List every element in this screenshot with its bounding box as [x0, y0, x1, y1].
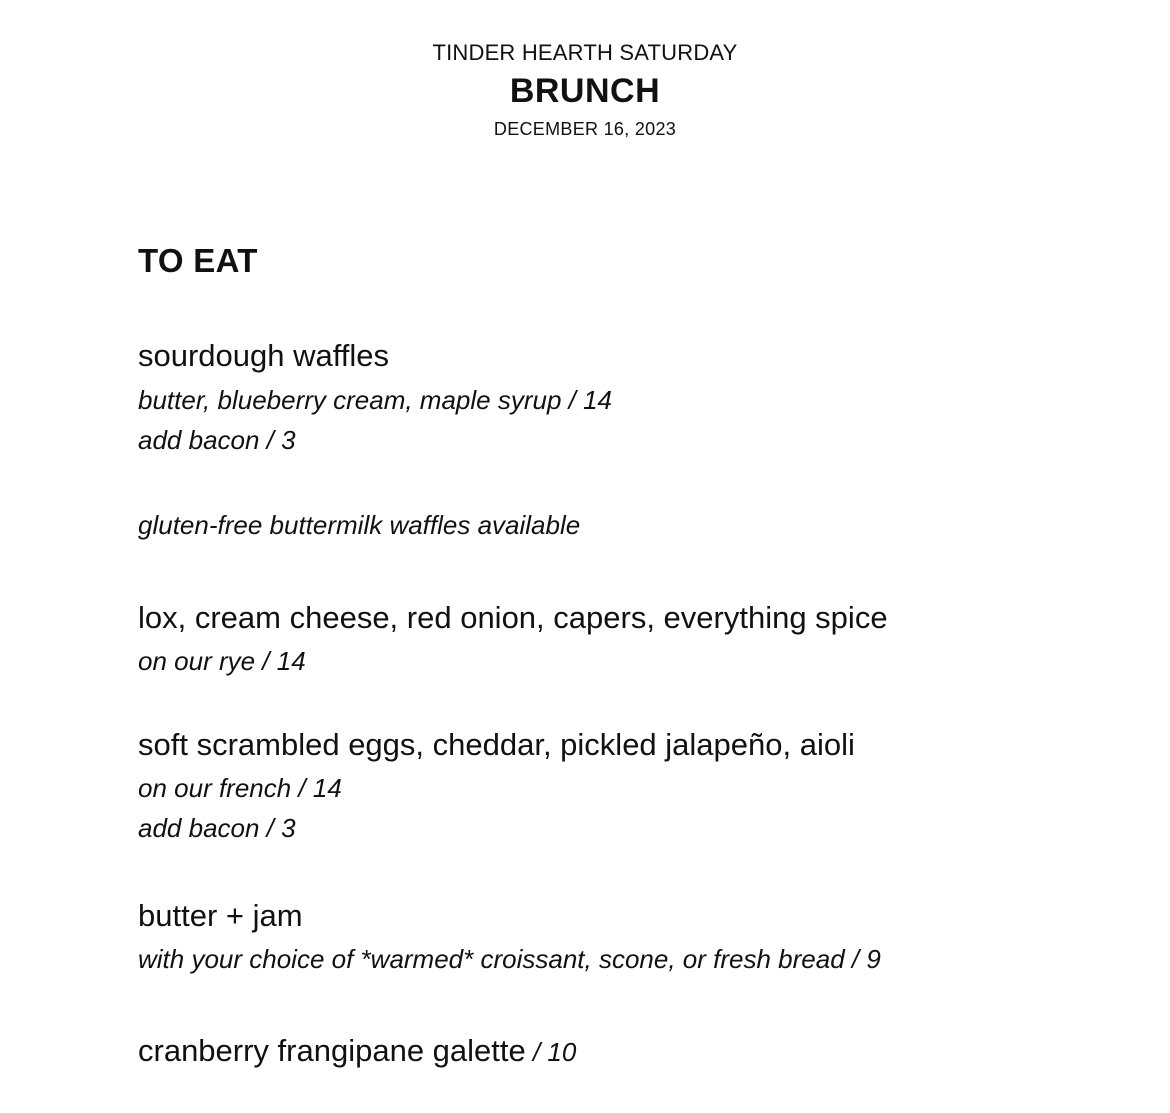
menu-date: DECEMBER 16, 2023 — [493, 119, 677, 139]
meal-title: BRUNCH — [509, 72, 661, 110]
item-desc-scrambled-eggs: on our french / 14 — [138, 773, 342, 803]
item-name-sourdough-waffles: sourdough waffles — [138, 338, 390, 373]
item-name-butter-jam: butter + jam — [138, 898, 303, 933]
item-price-cranberry-galette: / 10 — [525, 1037, 577, 1067]
item-name-scrambled-eggs: soft scrambled eggs, cheddar, pickled jalapeño, aioli — [138, 727, 855, 762]
item-desc-lox: on our rye / 14 — [138, 646, 306, 676]
restaurant-name: TINDER HEARTH SATURDAY — [432, 40, 738, 65]
item-desc-butter-jam: with your choice of *warmed* croissant, scone, or fresh bread / 9 — [138, 944, 881, 974]
item-addon-scrambled-eggs: add bacon / 3 — [138, 813, 296, 843]
item-addon-sourdough-waffles: add bacon / 3 — [138, 425, 296, 455]
section-title-to-eat: TO EAT — [138, 242, 258, 279]
item-desc-sourdough-waffles: butter, blueberry cream, maple syrup / 14 — [138, 385, 613, 415]
item-name-lox: lox, cream cheese, red onion, capers, everything spice — [138, 600, 888, 635]
item-name-cranberry-galette: cranberry frangipane galette — [138, 1033, 526, 1068]
gluten-free-note: gluten-free buttermilk waffles available — [138, 510, 581, 540]
item-cranberry-galette — [138, 1033, 576, 1069]
